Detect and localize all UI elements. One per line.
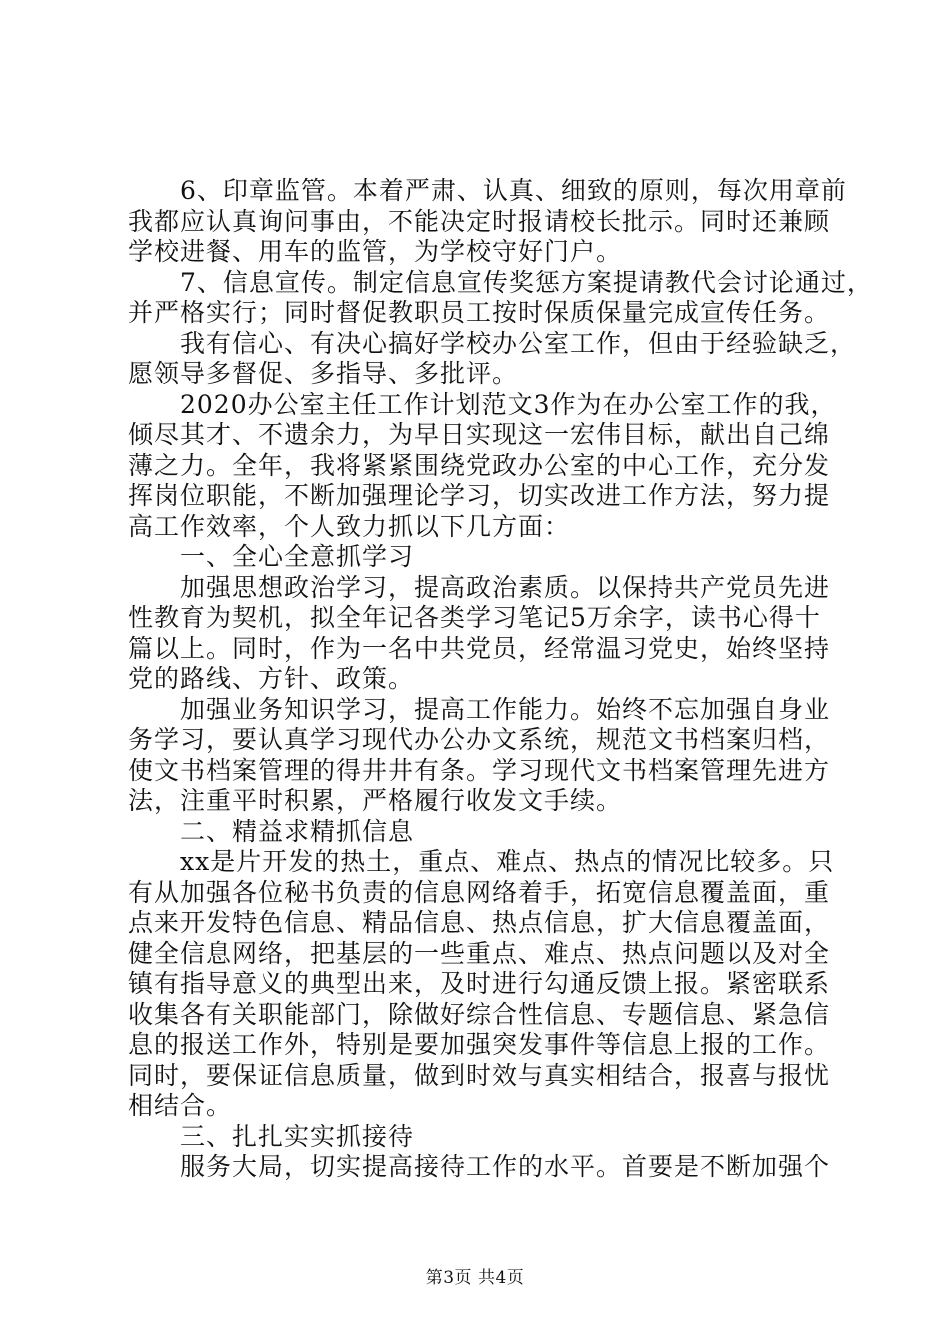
text-line: 点来开发特色信息、精品信息、热点信息，扩大信息覆盖面，	[128, 908, 831, 937]
text-line: 党的路线、方针、政策。	[128, 664, 415, 693]
text-line: 三、扎扎实实抓接待	[180, 1121, 415, 1151]
text-line: 服务大局，切实提高接待工作的水平。首要是不断加强个	[180, 1152, 831, 1181]
text-line: 挥岗位职能，不断加强理论学习，切实改进工作方法，努力提	[128, 481, 831, 510]
text-line: 有从加强各位秘书负责的信息网络着手，拓宽信息覆盖面，重	[128, 877, 831, 907]
text-line: 一、全心全意抓学习	[180, 542, 415, 571]
text-line: 篇以上。同时，作为一名中共党员，经常温习党史，始终坚持	[128, 633, 831, 663]
text-line: 倾尽其才、不遗余力，为早日实现这一宏伟目标，献出自己绵	[128, 420, 831, 449]
text-line: 加强业务知识学习，提高工作能力。始终不忘加强自身业	[180, 694, 831, 724]
text-line: 二、精益求精抓信息	[180, 816, 415, 846]
text-line: 使文书档案管理的得井井有条。学习现代文书档案管理先进方	[128, 755, 831, 785]
text-line: 性教育为契机，拟全年记各类学习笔记5万余字，读书心得十	[128, 603, 821, 632]
text-line: xx是片开发的热土，重点、难点、热点的情况比较多。只	[180, 847, 835, 876]
text-line: 薄之力。全年，我将紧紧围绕党政办公室的中心工作，充分发	[128, 450, 831, 480]
text-line: 6、印章监管。本着严肃、认真、细致的原则，每次用章前	[180, 176, 847, 205]
text-line: 2020办公室主任工作计划范文3作为在办公室工作的我，	[180, 389, 837, 419]
text-line: 并严格实行；同时督促教职员工按时保质保量完成宣传任务。	[128, 298, 831, 327]
text-line: 务学习，要认真学习现代办公办文系统，规范文书档案归档，	[128, 725, 831, 754]
text-line: 健全信息网络，把基层的一些重点、难点、热点问题以及对全	[128, 938, 831, 968]
text-line: 高工作效率，个人致力抓以下几方面：	[128, 511, 571, 541]
text-line: 相结合。	[128, 1091, 233, 1120]
text-line: 镇有指导意义的典型出来，及时进行勾通反馈上报。紧密联系	[128, 969, 831, 998]
text-line: 7、信息宣传。制定信息宣传奖惩方案提请教代会讨论通过，	[180, 267, 873, 297]
text-line: 加强思想政治学习，提高政治素质。以保持共产党员先进	[180, 572, 831, 602]
text-line: 收集各有关职能部门，除做好综合性信息、专题信息、紧急信	[128, 999, 831, 1029]
text-line: 息的报送工作外，特别是要加强突发事件等信息上报的工作。	[128, 1030, 831, 1059]
text-line: 我有信心、有决心搞好学校办公室工作，但由于经验缺乏，	[180, 328, 857, 358]
document-body	[128, 176, 873, 1183]
text-line: 愿领导多督促、多指导、多批评。	[128, 359, 519, 388]
page-footer: 第3页 共4页	[425, 1268, 525, 1288]
text-line: 学校进餐、用车的监管，为学校守好门户。	[128, 237, 623, 266]
text-line: 同时，要保证信息质量，做到时效与真实相结合，报喜与报忧	[128, 1060, 831, 1090]
text-line: 我都应认真询问事由，不能决定时报请校长批示。同时还兼顾	[128, 206, 831, 236]
text-line: 法，注重平时积累，严格履行收发文手续。	[128, 786, 623, 815]
